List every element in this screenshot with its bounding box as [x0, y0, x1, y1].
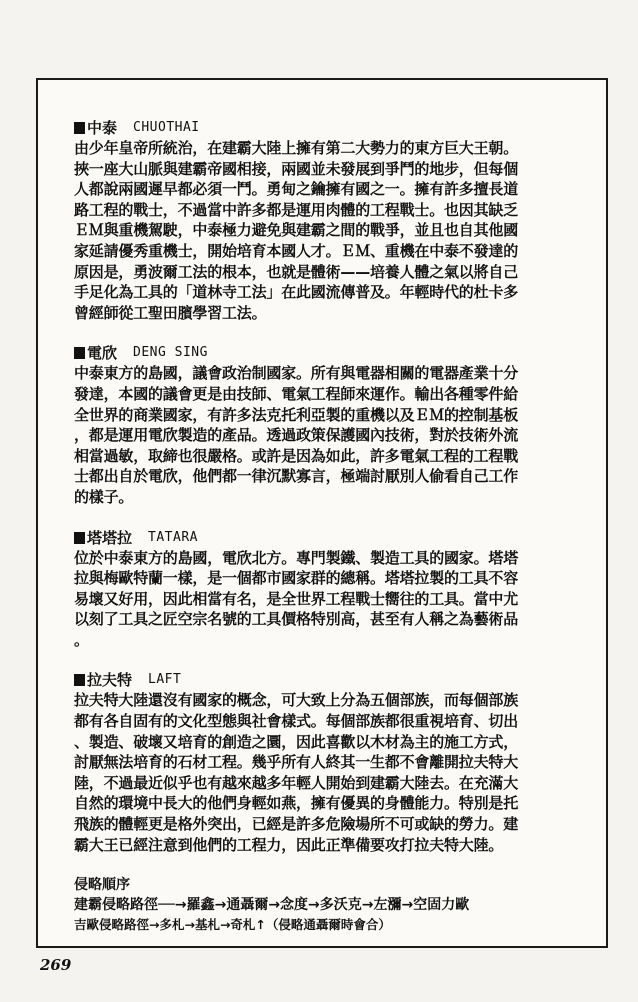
body-line: 曾經師從工聖田臏學習工法。: [74, 303, 267, 322]
heading-title-cn: 塔塔拉: [87, 528, 133, 547]
body-line: 飛族的體輕更是格外突出，已經是許多危險場所不可或缺的勞力。建: [74, 815, 519, 834]
body-line: 的樣子。: [74, 487, 134, 506]
heading-title-cn: 電欣: [87, 344, 118, 363]
body-line: 都有各自固有的文化型態與社會樣式。每個部族都很重視培育、切出: [74, 712, 519, 731]
body-line: 路工程的戰士，不過當中許多都是運用肉體的工程戰士。也因其缺乏: [74, 200, 519, 219]
heading-title-en: DENG SING: [133, 345, 208, 361]
body-line: 拉與梅歐特蘭一樣，是一個都市國家群的總稱。塔塔拉製的工具不容: [74, 569, 519, 588]
section-body: [74, 548, 594, 651]
body-line: 發達，本國的議會更是由技師、電氣工程師來運作。輸出各種零件給: [74, 384, 519, 403]
heading-title-en: CHUOTHAI: [133, 120, 200, 135]
body-line: 相當過敏，取締也很嚴格。或許是因為如此，許多電氣工程的工程戰: [74, 446, 519, 465]
section-body: [74, 363, 594, 507]
body-line: 中泰東方的島國，議會政治制國家。所有與電器相關的電器產業十分: [74, 364, 519, 383]
bullet-square-icon: [74, 122, 85, 134]
section-heading: [74, 118, 594, 138]
section-heading: [74, 670, 594, 690]
route-line-jiou: 吉歐侵略路徑→多札→基札→奇札↑（侵略通聶爾時會合）: [74, 917, 391, 933]
body-line: 易壞又好用，因此相當有名，是全世界工程戰士嚮往的工具。當中尤: [74, 589, 519, 608]
body-line: 原因是，勇波爾工法的根本，也就是體術——培養人體之氣以將自己: [74, 262, 519, 281]
bullet-square-icon: [74, 532, 85, 544]
page-number: 269: [40, 956, 72, 974]
body-line: 陸，不過最近似乎也有越來越多年輕人開始到建霸大陸去。在充滿大: [74, 773, 519, 792]
section-body: [74, 138, 594, 323]
body-line: 以刻了工具之匠空宗名號的工具價格特別高，甚至有人稱之為藝術品: [74, 610, 519, 629]
body-line: 自然的環境中長大的他們身輕如燕，擁有優異的身體能力。特別是托: [74, 794, 519, 813]
body-line: 手足化為工具的「道林寺工法」在此國流傳普及。年輕時代的杜卡多: [74, 283, 519, 302]
body-line: 士都出自於電欣，他們都一律沉默寡言，極端討厭別人偷看自己工作: [74, 467, 519, 486]
section-body: [74, 690, 594, 855]
bullet-square-icon: [74, 674, 85, 686]
body-line: 挾一座大山脈與建霸帝國相接，兩國並未發展到爭鬥的地步，但每個: [74, 159, 519, 178]
section-laft: [74, 670, 594, 855]
body-line: 位於中泰東方的島國，電欣北方。專門製鐵、製造工具的國家。塔塔: [74, 548, 519, 567]
section-tatara: [74, 528, 594, 651]
body-line: 霸大王已經注意到他們的工程力，因此正準備要攻打拉夫特大陸。: [74, 835, 504, 854]
body-line: 。: [74, 630, 89, 649]
section-chuothai: [74, 118, 594, 323]
section-heading: [74, 343, 594, 363]
heading-title-en: LAFT: [148, 672, 182, 688]
heading-title-cn: 中泰: [87, 119, 118, 137]
route-title: 侵略順序: [74, 877, 130, 894]
body-line: 、製造、破壞又培育的創造之圜，因此喜歡以木材為主的施工方式，: [74, 732, 519, 751]
section-deng-sing: [74, 343, 594, 507]
section-heading: [74, 528, 594, 548]
heading-title-cn: 拉夫特: [87, 671, 133, 690]
heading-title-en: TATARA: [148, 529, 198, 545]
body-line: 討厭無法培育的石材工程。幾乎所有人終其一生都不會離開拉夫特大: [74, 753, 519, 772]
body-line: 家延請優秀重機士，開始培育本國人才。ＥＭ、重機在中泰不發達的: [74, 241, 519, 260]
body-line: 人都說兩國遲早都必須一鬥。勇甸之鑰擁有國之一。擁有許多擅長道: [74, 180, 519, 199]
bullet-square-icon: [74, 347, 85, 359]
body-line: 由少年皇帝所統治，在建霸大陸上擁有第二大勢力的東方巨大王朝。: [74, 139, 519, 157]
route-line-jianba: 建霸侵略路徑──→羅鑫→通聶爾→念度→多沃克→左瀰→空固力歐: [74, 897, 470, 914]
body-line: ＥＭ與重機駕駛，中泰極力避免與建霸之間的戰爭，並且也自其他國: [74, 221, 519, 240]
body-line: 拉夫特大陸還沒有國家的概念，可大致上分為五個部族，而每個部族: [74, 691, 519, 710]
body-line: 全世界的商業國家，有許多法克托利亞製的重機以及ＥＭ的控制基板: [74, 405, 519, 424]
body-line: ，都是運用電欣製造的產品。透過政策保護國內技術，對於技術外流: [74, 426, 519, 445]
invasion-route: [74, 875, 594, 935]
page-content: [74, 118, 594, 935]
